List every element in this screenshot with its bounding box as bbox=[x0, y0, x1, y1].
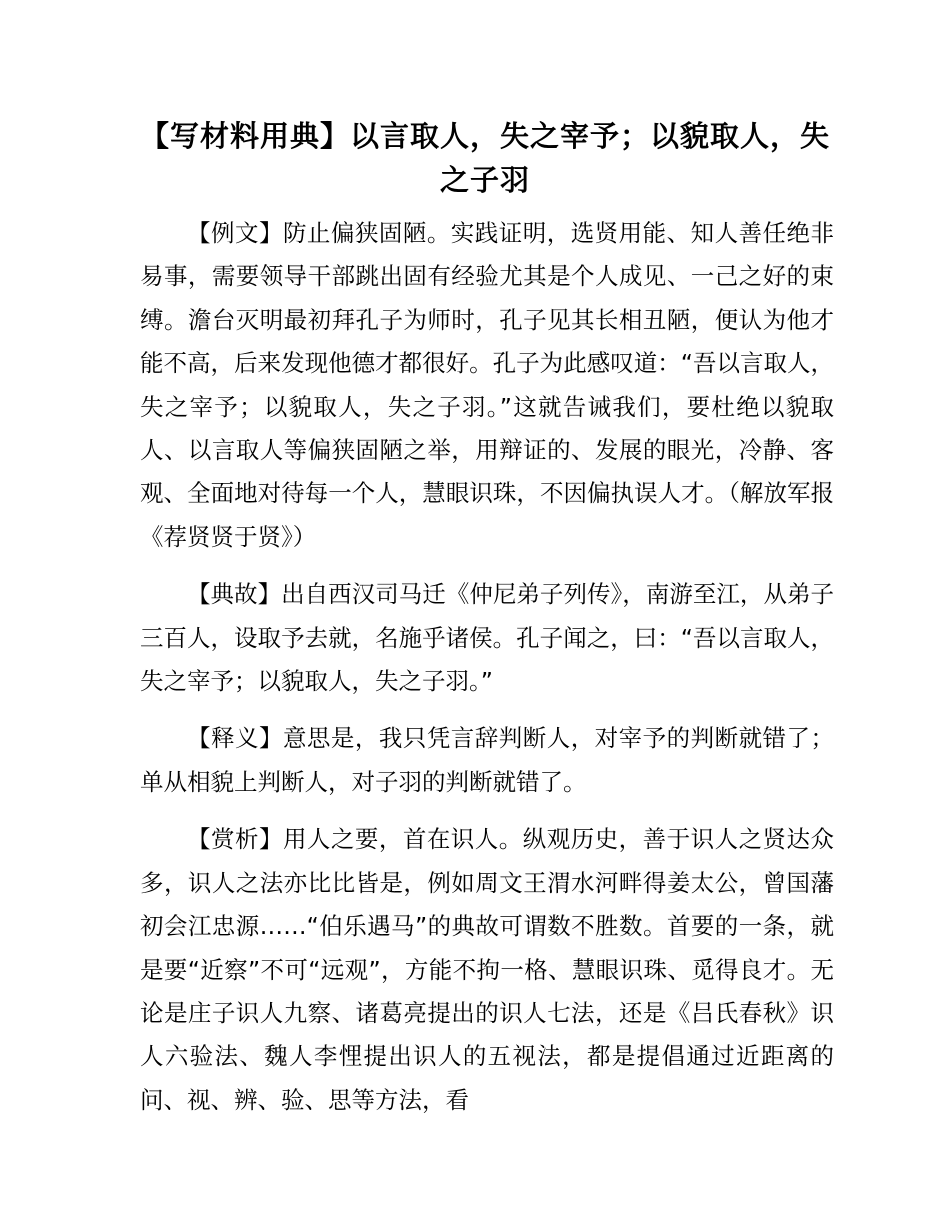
paragraph-tag: 【赏析】 bbox=[187, 825, 283, 854]
paragraph-tag: 【典故】 bbox=[187, 580, 282, 609]
paragraph-text: 用人之要，首在识人。纵观历史，善于识人之贤达众多，识人之法亦比比皆是，例如周文王渭水河畔得姜太公，曾国藩初会江忠源……“伯乐遇马”的典故可谓数不胜数。首要的一条，就是要“近察”不可“远观”，方能不拘一格、慧眼识珠、觅得良才。无论是庄子识人九察、诸葛亮提出的识人七法，还是《吕氏春秋》识人六验法、魏人李悝提出识人的五视法，都是提倡通过近距离的问、视、辨、验、思等方法，看 bbox=[140, 825, 835, 1114]
paragraph-meaning bbox=[140, 717, 834, 804]
paragraph-allusion bbox=[140, 573, 834, 703]
document-title: 【写材料用典】以言取人，失之宰予；以貌取人，失之子羽 bbox=[140, 119, 831, 197]
paragraph-text: 防止偏狭固陋。实践证明，选贤用能、知人善任绝非易事，需要领导干部跳出固有经验尤其是个人成见、一己之好的束缚。澹台灭明最初拜孔子为师时，孔子见其长相丑陋，便认为他才能不高，后来发现他德才都很好。孔子为此感叹道：“吾以言取人，失之宰予；以貌取人，失之子羽。”这就告诫我们，要杜绝以貌取人、以言取人等偏狭固陋之举，用辩证的、发展的眼光，冷静、客观、全面地对待每一个人，慧眼识珠，不因偏执误人才。（解放军报《荐贤贤于贤》） bbox=[140, 219, 835, 551]
paragraph-example bbox=[140, 212, 834, 559]
paragraph-tag: 【释义】 bbox=[187, 724, 283, 753]
paragraph-text: 出自西汉司马迁《仲尼弟子列传》，南游至江，从弟子三百人，设取予去就，名施乎诸侯。孔子闻之，曰：“吾以言取人，失之宰予；以貌取人，失之子羽。” bbox=[140, 580, 835, 696]
paragraph-text: 意思是，我只凭言辞判断人，对宰予的判断就错了；单从相貌上判断人，对子羽的判断就错了。 bbox=[140, 724, 835, 796]
paragraph-tag: 【例文】 bbox=[187, 219, 283, 247]
document-body bbox=[140, 212, 834, 1136]
paragraph-analysis bbox=[140, 818, 834, 1122]
